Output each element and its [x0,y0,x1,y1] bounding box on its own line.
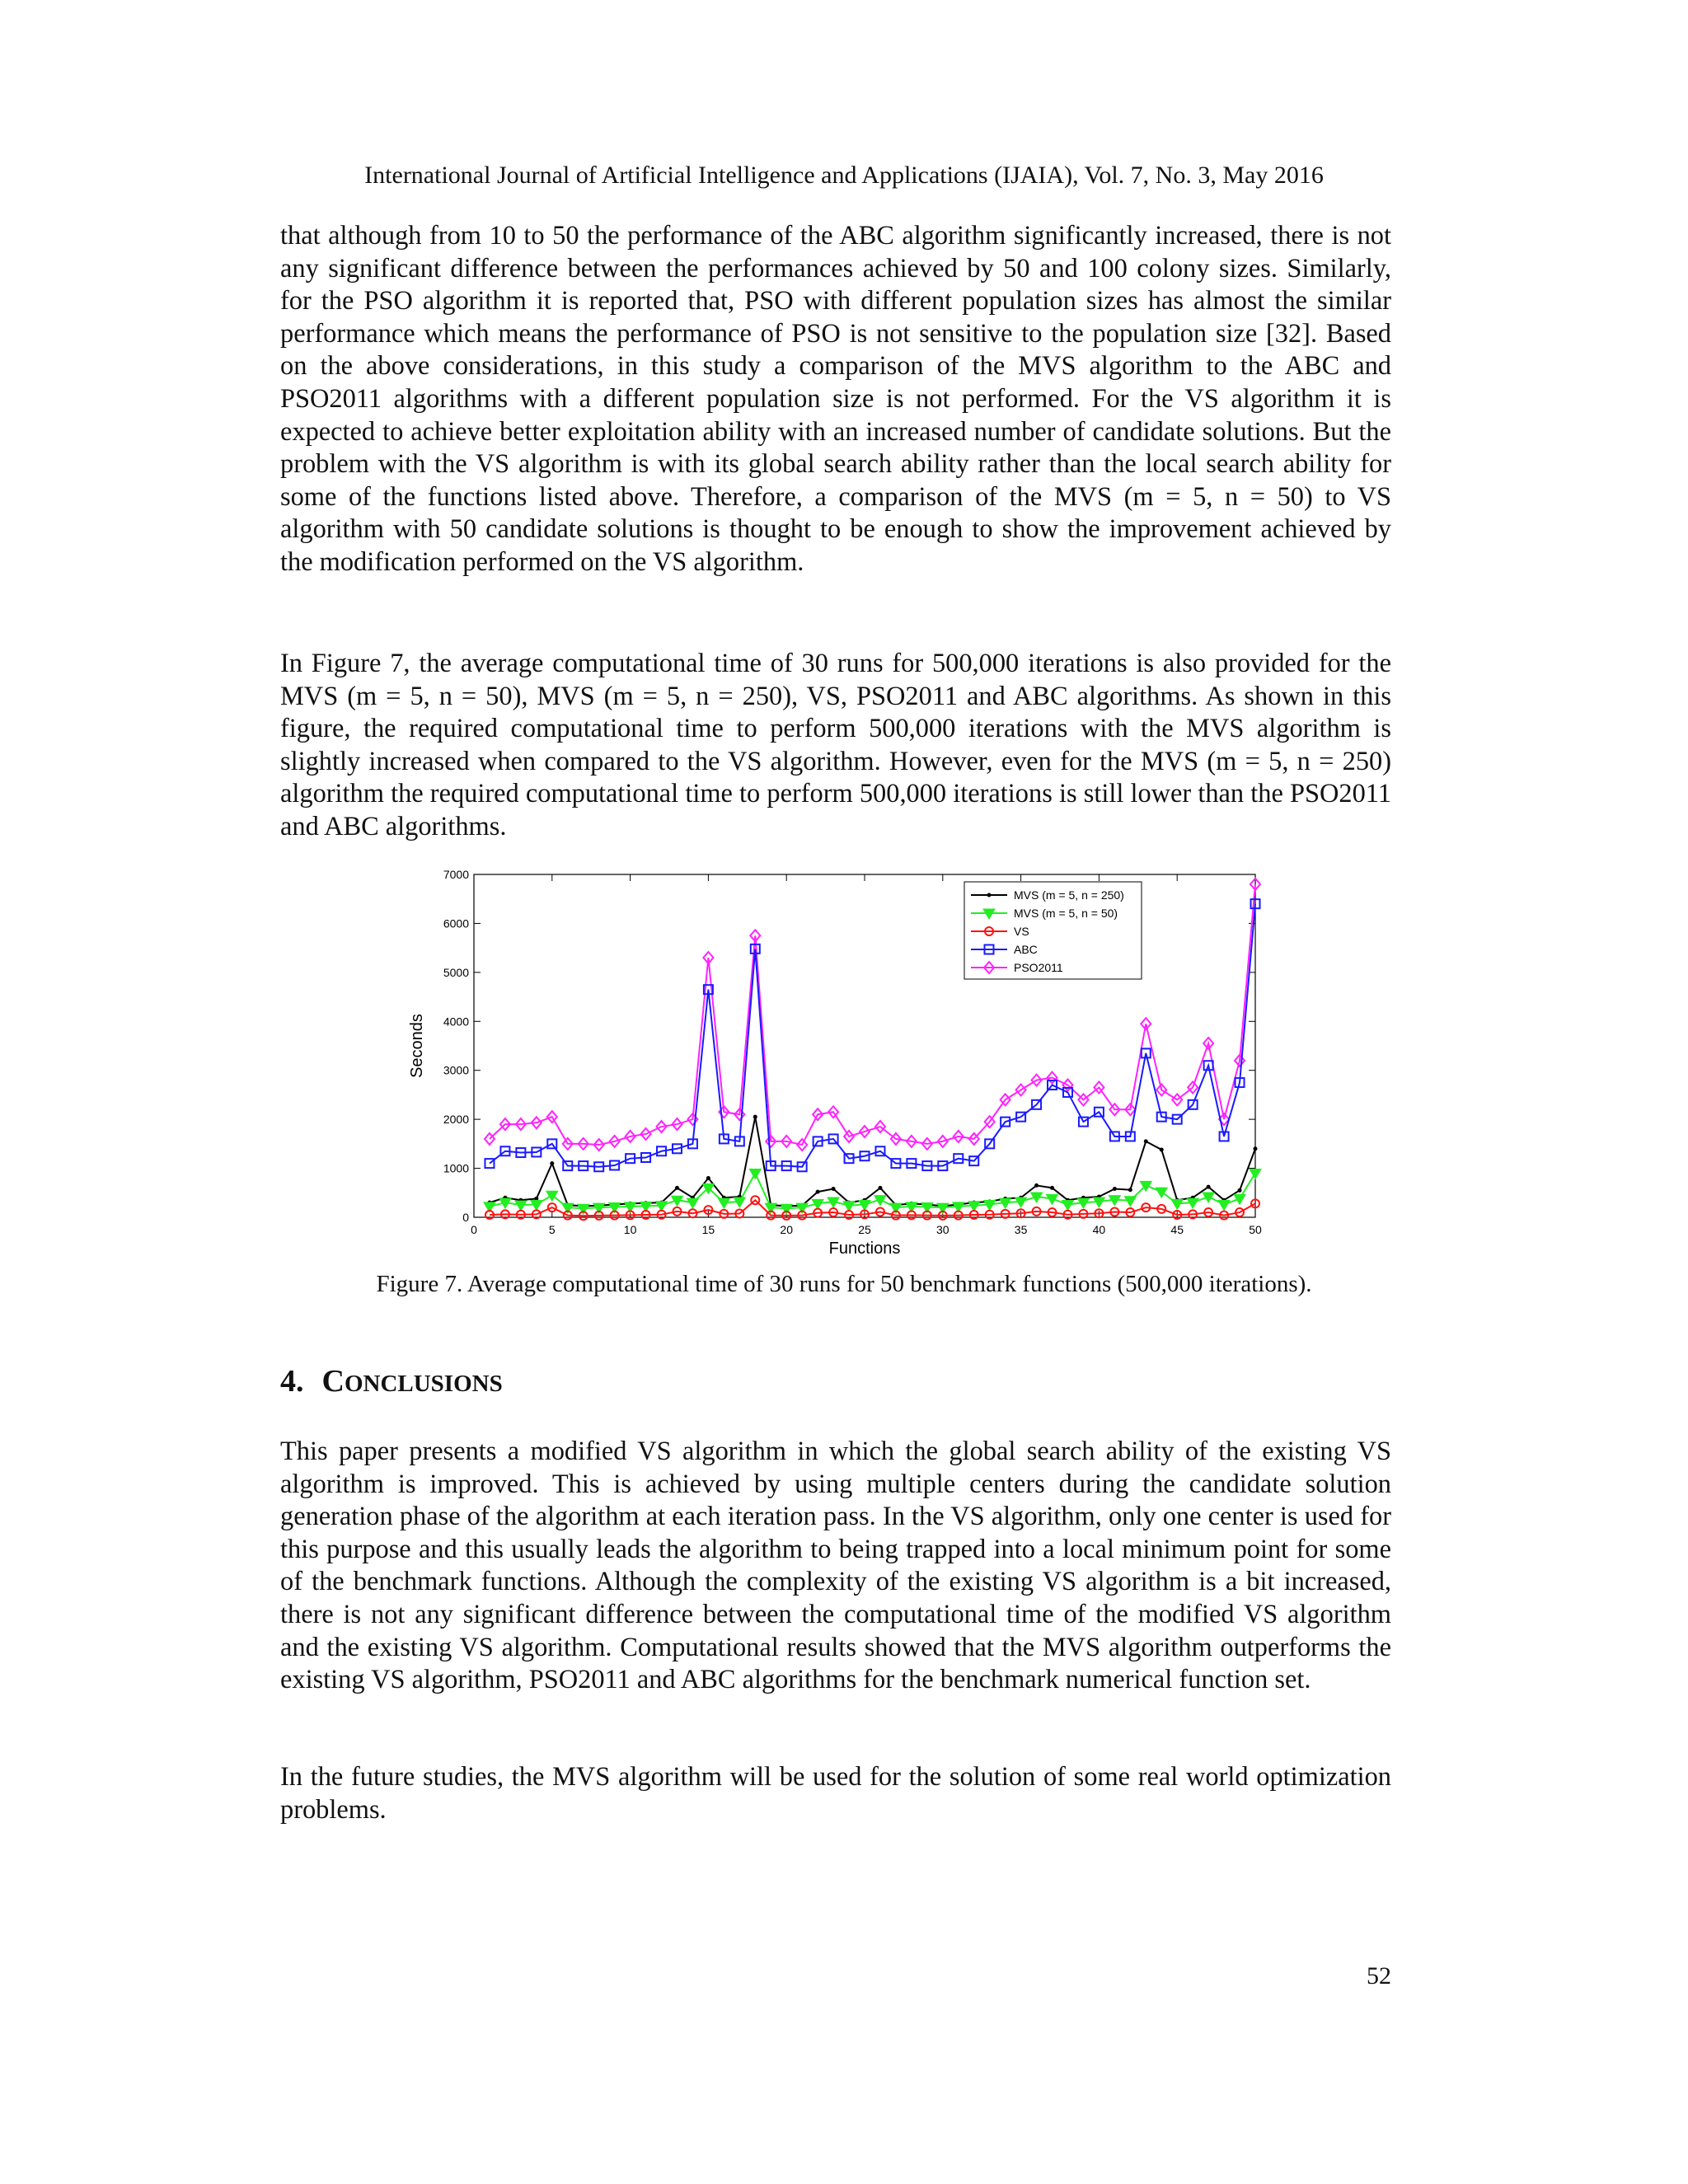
page-number: 52 [1367,1962,1391,1990]
running-header: International Journal of Artificial Intelligence and Applications (IJAIA), Vol. 7, No. 3, May 2016 [364,162,1324,189]
section-number: 4. [280,1364,304,1399]
legend-pso2011-label: PSO2011 [1014,961,1063,974]
series-mvs-m-5-n-250-point [550,1161,554,1165]
y-tick-label: 7000 [443,868,469,881]
y-tick-label: 0 [462,1211,469,1224]
x-tick-label: 35 [1014,1223,1028,1236]
series-mvs-m-5-n-250-point [706,1176,710,1180]
x-tick-label: 10 [623,1223,637,1236]
x-tick-label: 40 [1092,1223,1106,1236]
paragraph-2: In Figure 7, the average computational time of 30 runs for 500,000 iterations is also provided for the MVS (m = 5, n = 50), MVS (m = 5, n = 250), VS, PSO2011 and ABC algorithms. As shown in this figure, the required computational time to perform 500,000 iterations with the MVS algorithm is slightly increased when compared to the VS algorithm. However, even for the MVS (m = 5, n = 250) algorithm the required computational time to perform 500,000 iterations is still lower than the PSO2011 and ABC algorithms. [280,649,1391,841]
series-mvs-m-5-n-250-point [878,1186,882,1190]
x-tick-label: 15 [701,1223,715,1236]
section-heading [280,1361,503,1404]
series-mvs-m-5-n-250-point [1144,1139,1148,1143]
y-tick-label: 2000 [443,1113,469,1127]
x-tick-label: 20 [780,1223,793,1236]
y-tick-label: 5000 [443,965,469,979]
series-mvs-m-5-n-250-point [753,1115,757,1119]
figure-caption: Figure 7. Average computational time of 30 runs for 50 benchmark functions (500,000 iterations). [376,1271,1312,1297]
legend-vs-label: VS [1014,925,1029,938]
x-tick-label: 45 [1170,1223,1184,1236]
y-tick-label: 6000 [443,916,469,930]
legend-abc-label: ABC [1014,943,1038,956]
paragraph-1: that although from 10 to 50 the performance of the ABC algorithm significantly increased, there is not any significant difference between the performances achieved by 50 and 100 colony sizes. Similarly, for the PSO algorithm it is reported that, PSO with different population sizes has almost the similar performance which means the performance of PSO is not sensitive to the population size [32]. Based on the above considerations, in this study a comparison of the MVS algorithm to the ABC and PSO2011 algorithms with a different population size is not performed. For the VS algorithm it is expected to achieve better exploitation ability with an increased number of candidate solutions. But the problem with the VS algorithm is with its global search ability rather than the local search ability for some of the functions listed above. Therefore, a comparison of the MVS (m = 5, n = 50) to VS algorithm with 50 candidate solutions is thought to be enough to show the improvement achieved by the modification performed on the VS algorithm. [280,221,1391,577]
series-mvs-m-5-n-250-point [832,1187,836,1191]
section-title-initial: C [321,1364,345,1399]
x-tick-label: 25 [858,1223,871,1236]
series-mvs-m-5-n-250-point [816,1190,820,1194]
series-mvs-m-5-n-250-point [1050,1186,1054,1190]
paragraph-4: In the future studies, the MVS algorithm will be used for the solution of some real world optimization problems. [280,1762,1391,1825]
section-title-rest: ONCLUSIONS [344,1371,503,1397]
series-mvs-m-5-n-250-point [1160,1147,1164,1151]
x-tick-label: 30 [936,1223,950,1236]
x-tick-label: 5 [548,1223,556,1236]
x-tick-label: 0 [471,1223,477,1236]
figure-7-chart [404,857,1278,1261]
series-mvs-m-5-n-250-point [1207,1185,1211,1189]
series-mvs-m-5-n-250-point [1128,1188,1132,1192]
series-mvs-m-5-n-250-point [1238,1188,1242,1193]
legend-mvs-m-5-n-250-label: MVS (m = 5, n = 250) [1014,888,1124,902]
legend-mvs-m-5-n-50-label: MVS (m = 5, n = 50) [1014,907,1118,920]
series-mvs-m-5-n-250-point [1254,1146,1258,1151]
series-mvs-m-5-n-250-point [1113,1187,1117,1191]
y-tick-label: 3000 [443,1063,469,1077]
paragraph-3: This paper presents a modified VS algorithm in which the global search ability of the existing VS algorithm is improved. This is achieved by using multiple centers during the candidate solution generation phase of the algorithm at each iteration pass. In the VS algorithm, only one center is used for this purpose and this usually leads the algorithm to being trapped into a local minimum point for some of the benchmark functions. Although the complexity of the existing VS algorithm is a bit increased, there is not any significant difference between the computational time of the modified VS algorithm and the existing VS algorithm. Computational results showed that the MVS algorithm outperforms the existing VS algorithm, PSO2011 and ABC algorithms for the benchmark numerical function set. [280,1436,1391,1695]
x-tick-label: 50 [1249,1223,1262,1236]
y-tick-label: 1000 [443,1161,469,1175]
series-mvs-m-5-n-250-point [1034,1183,1039,1188]
x-axis-label: Functions [828,1240,901,1258]
y-tick-label: 4000 [443,1015,469,1029]
series-mvs-m-5-n-250-point [675,1186,679,1190]
legend-mvs-m-5-n-250-marker [987,893,992,898]
y-axis-label: Seconds [408,1014,426,1078]
